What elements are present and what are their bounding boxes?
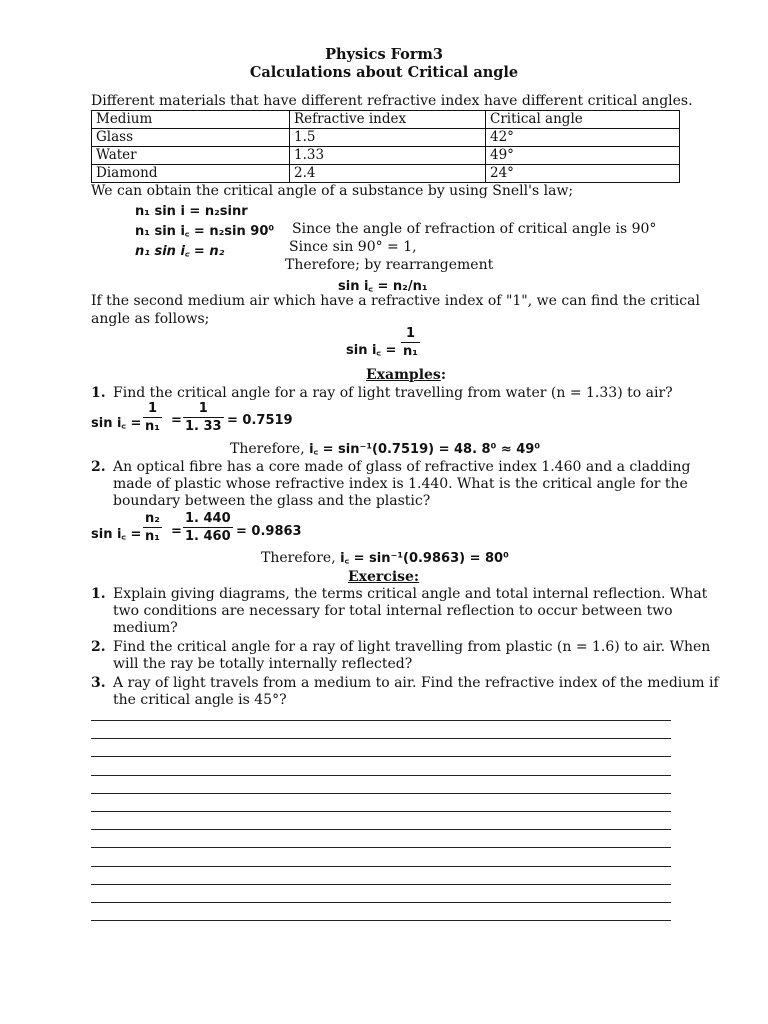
answer-line[interactable] (91, 866, 671, 867)
answer-line[interactable] (91, 829, 671, 830)
example-formula-lhs: sin i꜀ = (91, 527, 142, 542)
answer-line[interactable] (91, 720, 671, 721)
example-fraction: $\frac{1}{1. 33}$ (185, 401, 222, 434)
exercise-number: 3. (91, 675, 106, 691)
answer-line[interactable] (91, 811, 671, 812)
page-subtitle: Calculations about Critical angle (249, 64, 519, 81)
answer-line[interactable] (91, 902, 671, 903)
table-cell: 24° (486, 165, 680, 183)
table-header: Critical angle (486, 111, 680, 129)
critical-angle-table (91, 110, 680, 183)
answer-line[interactable] (91, 920, 671, 921)
answer-line[interactable] (91, 775, 671, 776)
table-row (92, 165, 680, 183)
table-header-row (92, 111, 680, 129)
example-question: Find the critical angle for a ray of light travelling from water (n = 1.33) to air? (113, 385, 673, 401)
exercise-text: medium? (113, 620, 178, 636)
table-header: Refractive index (290, 111, 486, 129)
exercise-text: the critical angle is 45°? (113, 692, 287, 708)
example-formula-lhs: sin i꜀ = (91, 416, 142, 431)
table-row (92, 147, 680, 165)
answer-line[interactable] (91, 756, 671, 757)
equation-simplified: n₁ sin i꜀ = n₂ (135, 244, 225, 259)
example-number: 2. (91, 459, 106, 475)
exercise-text: Explain giving diagrams, the terms critical angle and total internal reflection. What (113, 586, 708, 602)
rearrangement-text: Therefore; by rearrangement (285, 257, 494, 273)
table-cell: 49° (486, 147, 680, 165)
exercise-text: two conditions are necessary for total internal reflection to occur between two (113, 603, 673, 619)
equation-critical: n₁ sin i꜀ = n₂sin 90⁰ (135, 224, 275, 239)
result-formula: sin i꜀ = n₂/n₁ (338, 279, 428, 294)
example-value: = 0.9863 (236, 524, 302, 539)
table-cell: 1.5 (290, 129, 486, 147)
example-question: boundary between the glass and the plastic? (113, 493, 431, 509)
exercise-text: A ray of light travels from a medium to air. Find the refractive index of the medium if (113, 675, 719, 691)
exercise-heading: Exercise: (348, 569, 420, 585)
example-fraction: $\frac{1}{\text{n₁}}$ (145, 401, 160, 434)
answer-line[interactable] (91, 847, 671, 848)
exercise-number: 2. (91, 639, 106, 655)
fraction-denominator: n₁ (403, 344, 418, 359)
answer-line[interactable] (91, 738, 671, 739)
equation-simplified-note: Since sin 90° = 1, (289, 239, 417, 255)
air-formula-lhs: sin i꜀ = (346, 343, 397, 358)
fraction-numerator: 1 (405, 326, 415, 341)
example-number: 1. (91, 385, 106, 401)
table-cell: Glass (92, 129, 290, 147)
table-header: Medium (92, 111, 290, 129)
intro-text: Different materials that have different refractive index have different critical angles. (91, 93, 693, 109)
examples-heading: Examples: (366, 367, 446, 383)
exercise-text: will the ray be totally internally reflected? (113, 656, 413, 672)
example-value: = 0.7519 (227, 413, 293, 428)
equals-sign: = (171, 413, 182, 428)
example-therefore: Therefore, i꜀ = sin⁻¹(0.9863) = 80⁰ (261, 550, 509, 566)
table-cell: 1.33 (290, 147, 486, 165)
table-cell: 42° (486, 129, 680, 147)
example-question: made of plastic whose refractive index is 1.440. What is the critical angle for the (113, 476, 688, 492)
air-text-line-2: angle as follows; (91, 311, 210, 327)
example-question: An optical fibre has a core made of glass of refractive index 1.460 and a cladding (113, 459, 691, 475)
exercise-number: 1. (91, 586, 106, 602)
example-therefore: Therefore, i꜀ = sin⁻¹(0.7519) = 48. 8⁰ ≈ 49⁰ (230, 441, 541, 457)
table-row (92, 129, 680, 147)
table-cell: Water (92, 147, 290, 165)
air-formula-fraction (401, 326, 420, 359)
equation-snell: n₁ sin i = n₂sinr (135, 204, 248, 219)
example-fraction: $\frac{\text{n₂}}{\text{n₁}}$ (145, 511, 160, 544)
equation-critical-note: Since the angle of refraction of critical angle is 90° (292, 221, 657, 237)
equals-sign: = (171, 524, 182, 539)
exercise-text: Find the critical angle for a ray of light travelling from plastic (n = 1.6) to air. When (113, 639, 711, 655)
page-title: Physics Form3 (325, 46, 443, 63)
example-fraction: $\frac{1. 440}{1. 460}$ (185, 511, 231, 544)
answer-line[interactable] (91, 884, 671, 885)
answer-line[interactable] (91, 793, 671, 794)
table-cell: 2.4 (290, 165, 486, 183)
table-cell: Diamond (92, 165, 290, 183)
air-text-line-1: If the second medium air which have a refractive index of "1", we can find the critical (91, 293, 700, 309)
snell-intro: We can obtain the critical angle of a substance by using Snell's law; (91, 183, 574, 199)
